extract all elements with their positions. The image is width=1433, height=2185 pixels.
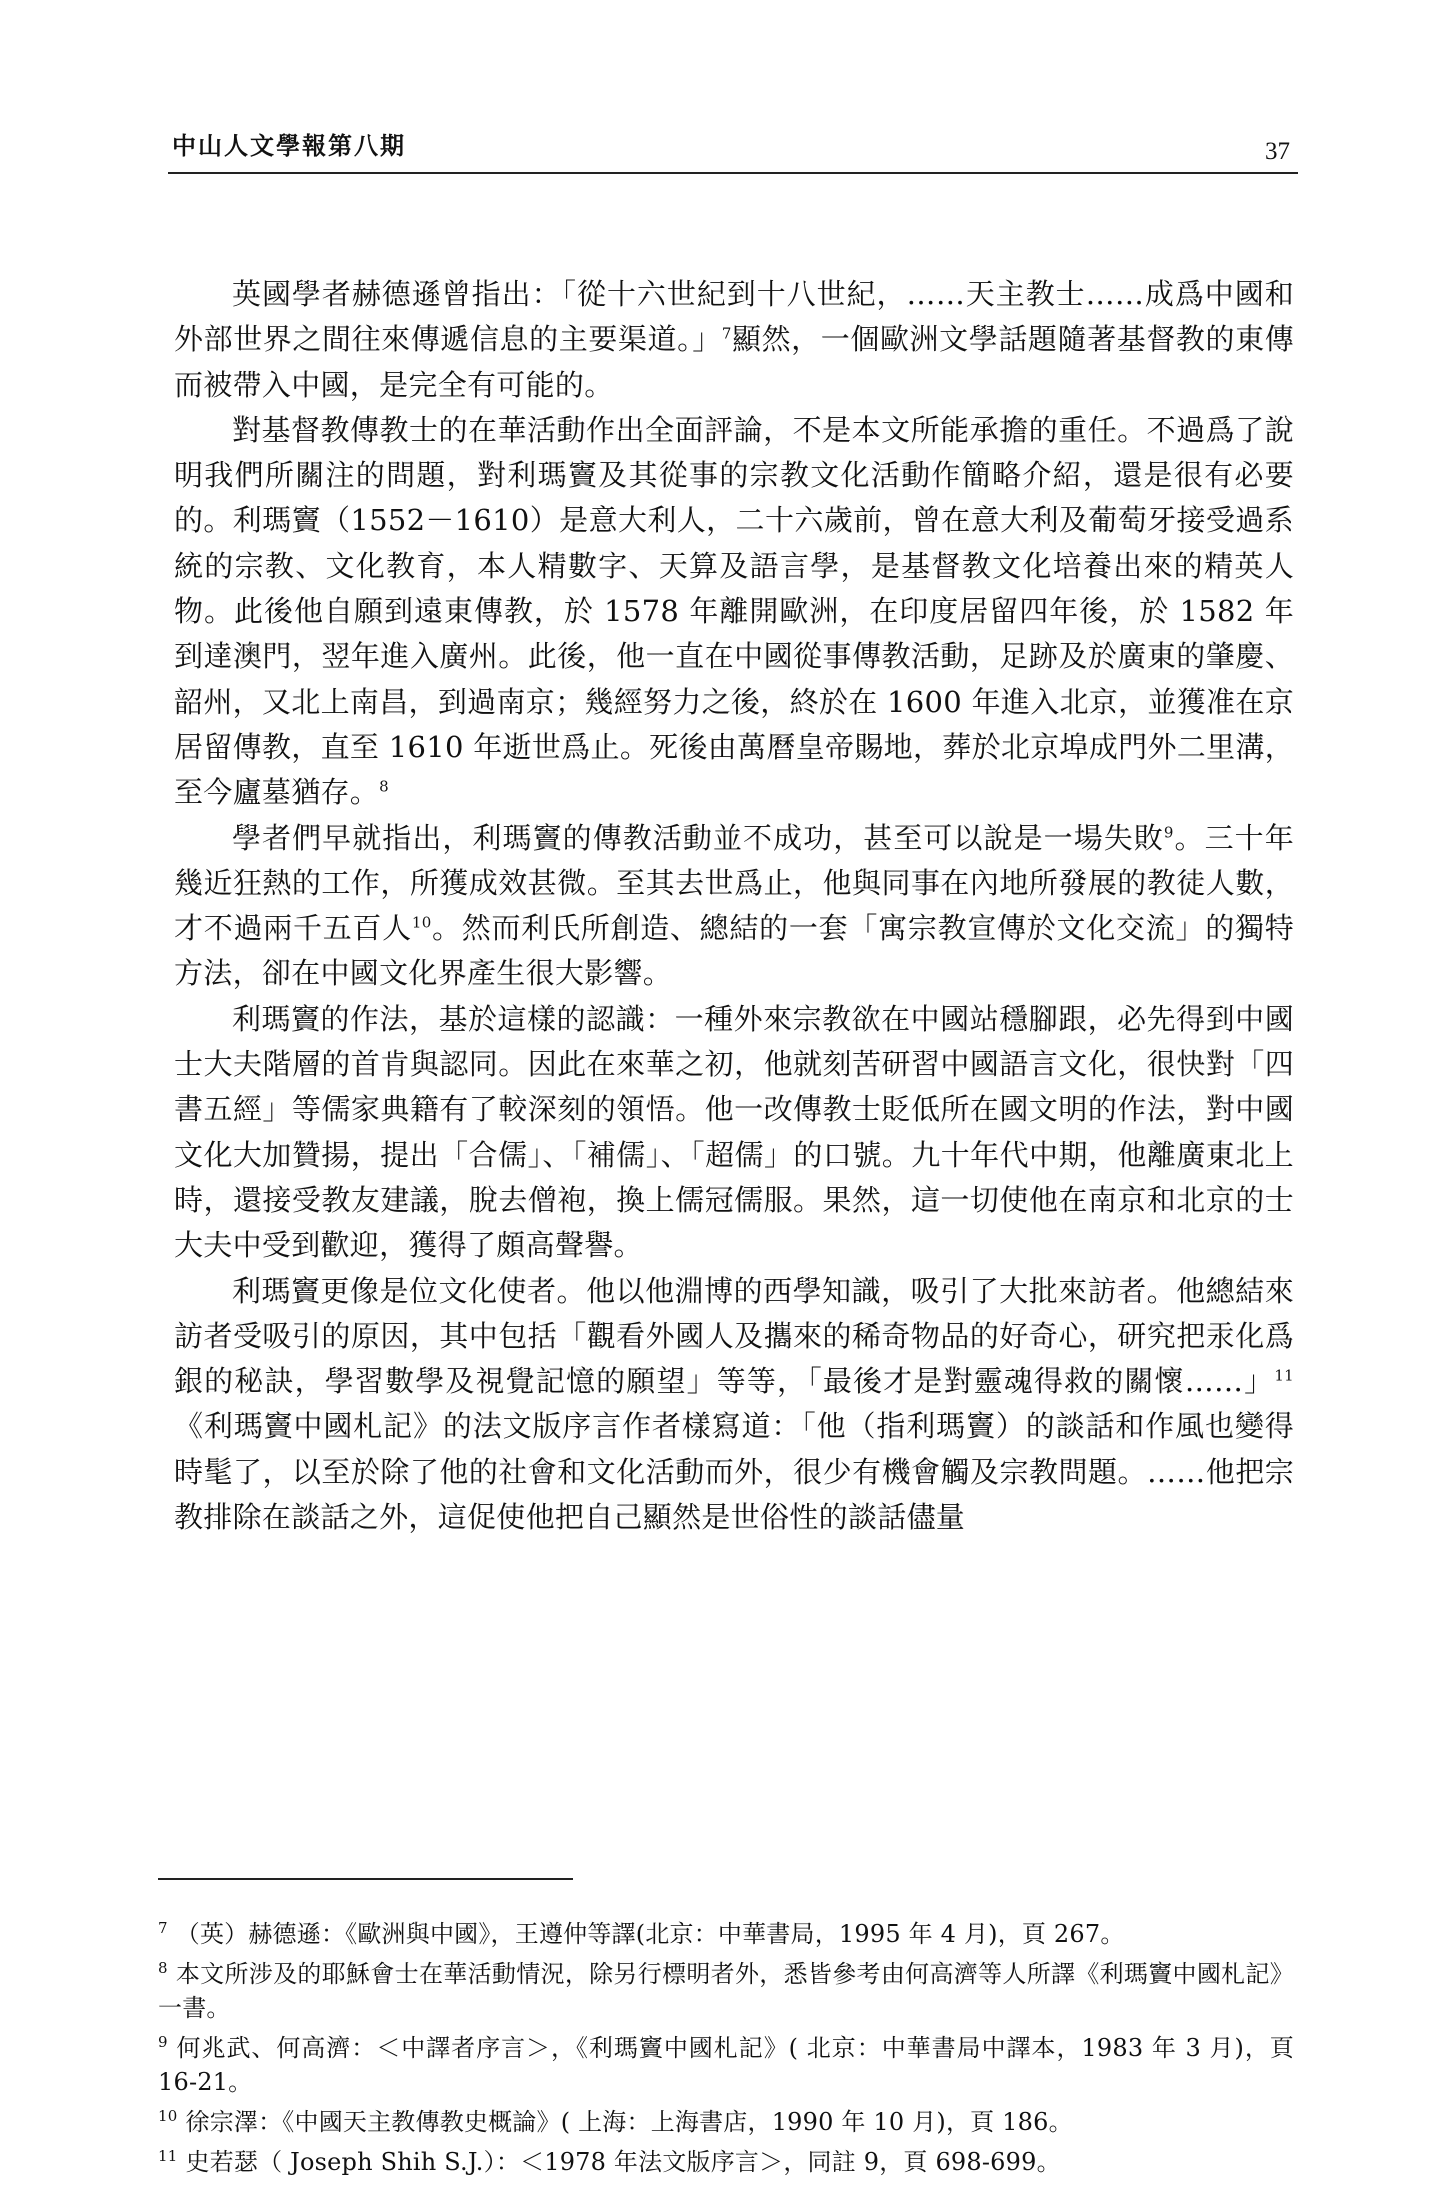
running-header	[168, 112, 1298, 174]
paragraph-text: 。三十年幾近狂熱的工作，所獲成效甚微。至其去世爲止，他與同事在內地所發展的教徒人數，才不過兩千五百人	[174, 820, 1294, 946]
footnote	[158, 2145, 1294, 2179]
paragraph-text: 利瑪竇的作法，基於這樣的認識：一種外來宗教欲在中國站穩腳跟，必先得到中國士大夫階層的首肯與認同。因此在來華之初，他就刻苦研習中國語言文化，很快對「四書五經」等儒家典籍有了較深刻的領悟。他一改傳教士貶低所在國文明的作法，對中國文化大加贊揚，提出「合儒」、「補儒」、「超儒」的口號。九十年代中期，他離廣東北上時，還接受教友建議，脫去僧袍，換上儒冠儒服。果然，這一切使他在南京和北京的士大夫中受到歡迎，獲得了頗高聲譽。	[174, 1001, 1294, 1263]
footnote-marker: 9	[158, 2033, 168, 2051]
footnote-marker: 7	[158, 1919, 168, 1937]
footnote-marker: 8	[158, 1959, 168, 1977]
paragraph-text: 英國學者赫德遜曾指出：「從十六世紀到十八世紀，……天主教士……成爲中國和外部世界之間往來傳遞信息的主要渠道。」	[174, 277, 1294, 357]
footnote	[158, 2105, 1294, 2139]
paragraph-text: 《利瑪竇中國札記》的法文版序言作者樣寫道：「他（指利瑪竇）的談話和作風也變得時髦了，以至於除了他的社會和文化活動而外，很少有機會觸及宗教問題。……他把宗教排除在談話之外，這促使他把自己顯然是世俗性的談話儘量	[174, 1409, 1294, 1535]
paragraph-text: 利瑪竇更像是位文化使者。他以他淵博的西學知識，吸引了大批來訪者。他總結來訪者受吸引的原因，其中包括「觀看外國人及攜來的稀奇物品的好奇心，研究把汞化爲銀的秘訣，學習數學及視覺記憶的願望」等等，「最後才是對靈魂得救的關懷……」	[174, 1273, 1294, 1399]
footnote-ref: 11	[1274, 1366, 1294, 1385]
paragraph	[174, 408, 1294, 816]
footnote	[158, 2031, 1294, 2099]
page-number: 37	[1265, 138, 1290, 165]
journal-title: 中山人文學報第八期	[172, 131, 406, 160]
footnote-ref: 10	[411, 913, 432, 932]
footnote-marker: 11	[158, 2147, 178, 2165]
footnote-text: （英）赫德遜：《歐洲與中國》，王遵仲等譯(北京：中華書局，1995 年 4 月)，頁 267。	[175, 1920, 1125, 1948]
footnote-text: 史若瑟（ Joseph Shih S.J.）：＜1978 年法文版序言＞，同註 9，頁 698-699。	[185, 2148, 1061, 2176]
paragraph-text: 學者們早就指出，利瑪竇的傳教活動並不成功，甚至可以說是一場失敗	[232, 820, 1164, 855]
footnote	[158, 1957, 1294, 2025]
footnote-text: 本文所涉及的耶穌會士在華活動情況，除另行標明者外，悉皆參考由何高濟等人所譯《利瑪竇中國札記》 一書。	[158, 1960, 1294, 2022]
paragraph	[174, 272, 1294, 408]
footnote-divider	[158, 1878, 573, 1880]
paragraph	[174, 816, 1294, 997]
paragraph-text: 。然而利氏所創造、總結的一套「寓宗教宣傳於文化交流」的獨特方法，卻在中國文化界產生很大影響。	[174, 911, 1294, 991]
paragraph-text: 對基督教傳教士的在華活動作出全面評論，不是本文所能承擔的重任。不過爲了說明我們所關注的問題，對利瑪竇及其從事的宗教文化活動作簡略介紹，還是很有必要的。利瑪竇（1552－1610）是意大利人，二十六歲前，曾在意大利及葡萄牙接受過系統的宗教、文化教育，本人精數字、天算及語言學，是基督教文化培養出來的精英人物。此後他自願到遠東傳教，於 1578 年離開歐洲，在印度居留四年後，於 1582 年到達澳門，翌年進入廣州。此後，他一直在中國從事傳教活動，足跡及於廣東的肇慶、韶州，又北上南昌，到過南京；幾經努力之後，終於在 1600 年進入北京，並獲准在京居留傳教，直至 1610 年逝世爲止。死後由萬曆皇帝賜地，葬於北京埠成門外二里溝，至今廬墓猶存。	[174, 412, 1294, 810]
footnote-text: 何兆武、何高濟：＜中譯者序言＞，《利瑪竇中國札記》( 北京：中華書局中譯本，1983 年 3 月)，頁 16-21。	[158, 2034, 1294, 2096]
footnote	[158, 1917, 1294, 1951]
footnote-ref: 9	[1163, 822, 1174, 841]
footnote-text: 徐宗澤：《中國天主教傳教史概論》( 上海：上海書店，1990 年 10 月)，頁 186。	[185, 2108, 1073, 2136]
paragraph	[174, 997, 1294, 1269]
paragraph-text: 顯然，一個歐洲文學話題隨著基督教的東傳而被帶入中國，是完全有可能的。	[174, 322, 1294, 402]
paragraph	[174, 1269, 1294, 1541]
footnote-ref: 8	[379, 777, 389, 796]
footnotes	[158, 1917, 1294, 2185]
body-text	[174, 272, 1294, 1540]
footnote-ref: 7	[721, 324, 732, 343]
footnote-marker: 10	[158, 2107, 178, 2125]
